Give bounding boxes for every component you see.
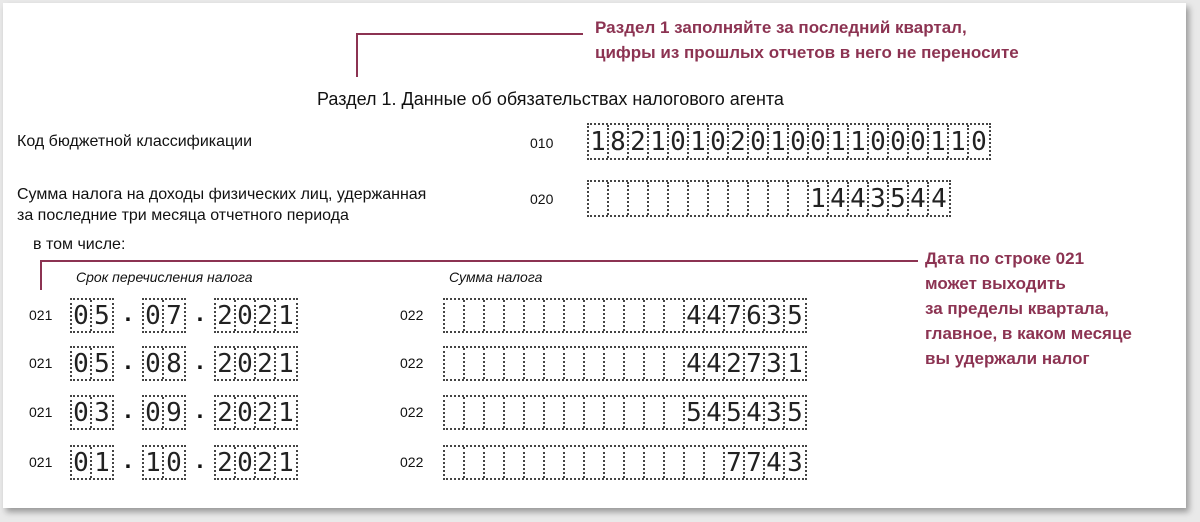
date-day-group — [70, 395, 114, 430]
digit-cell — [445, 300, 465, 331]
digit-cell: 0 — [709, 125, 729, 158]
digit-cell: 0 — [909, 125, 929, 158]
digit-cell — [665, 348, 685, 379]
amount-line-code: 022 — [400, 404, 424, 420]
digit-cell: 2 — [256, 348, 276, 379]
date-month-group — [142, 395, 186, 430]
digit-cell: 3 — [765, 348, 785, 379]
digit-cell — [465, 348, 485, 379]
digit-cell: 0 — [236, 397, 256, 428]
digit-cell: 0 — [236, 348, 256, 379]
digit-cell — [565, 397, 585, 428]
digit-cell — [485, 348, 505, 379]
digit-cell — [465, 300, 485, 331]
digit-cell — [485, 447, 505, 478]
callout-top — [595, 15, 1019, 65]
digit-cell: 0 — [236, 447, 256, 478]
digit-cell: 2 — [256, 447, 276, 478]
digit-cell: 0 — [166, 447, 182, 478]
digit-cell: 4 — [705, 300, 725, 331]
digit-cell: 5 — [889, 182, 909, 215]
date-day-group — [70, 445, 114, 480]
digit-cell: 0 — [971, 126, 987, 157]
digit-cell: 3 — [787, 447, 803, 478]
kbk-label: Код бюджетной классификации — [17, 133, 253, 150]
digit-cell: 4 — [685, 300, 705, 331]
digit-cell — [605, 348, 625, 379]
amount-digit-group — [443, 395, 807, 430]
digit-cell: 1 — [278, 300, 294, 331]
digit-cell: 1 — [94, 447, 110, 478]
digit-cell — [625, 300, 645, 331]
digit-cell: 2 — [629, 125, 649, 158]
digit-cell — [505, 447, 525, 478]
digit-cell — [545, 397, 565, 428]
digit-cell — [465, 397, 485, 428]
kbk-line-code: 010 — [530, 135, 554, 151]
digit-cell: 5 — [787, 397, 803, 428]
kbk-digit-group — [587, 123, 991, 160]
date-line-code: 021 — [29, 307, 53, 323]
digit-cell: 4 — [705, 348, 725, 379]
date-year-group — [214, 298, 298, 333]
digit-cell: 5 — [787, 300, 803, 331]
digit-cell: 2 — [256, 300, 276, 331]
digit-cell: 1 — [929, 125, 949, 158]
digit-cell: 1 — [769, 125, 789, 158]
digit-cell — [625, 447, 645, 478]
digit-cell — [565, 447, 585, 478]
callout-right — [925, 246, 1132, 371]
tax-withheld-cells — [587, 180, 951, 217]
digit-cell — [505, 348, 525, 379]
digit-cell: 1 — [278, 447, 294, 478]
digit-cell: 3 — [765, 397, 785, 428]
digit-cell: 5 — [685, 397, 705, 428]
digit-cell: 2 — [729, 125, 749, 158]
payment-amount-field — [443, 298, 807, 333]
tax-withheld-label-line-2: за последние три месяца отчетного периода — [17, 207, 349, 224]
digit-cell — [525, 447, 545, 478]
payment-date-field — [70, 445, 298, 480]
digit-cell: 6 — [745, 300, 765, 331]
digit-cell: 3 — [94, 397, 110, 428]
date-separator-dot: . — [196, 446, 204, 474]
digit-cell — [485, 300, 505, 331]
digit-cell: 4 — [705, 397, 725, 428]
digit-cell — [585, 300, 605, 331]
date-separator-dot: . — [124, 446, 132, 474]
digit-cell — [645, 300, 665, 331]
digit-cell — [545, 447, 565, 478]
digit-cell: 0 — [72, 300, 92, 331]
amount-column-header: Сумма налога — [449, 269, 543, 285]
digit-cell: 2 — [216, 348, 236, 379]
digit-cell: 0 — [749, 125, 769, 158]
digit-cell — [465, 447, 485, 478]
digit-cell: 2 — [725, 348, 745, 379]
digit-cell — [629, 182, 649, 215]
payment-date-field — [70, 395, 298, 430]
digit-cell: 5 — [94, 300, 110, 331]
date-separator-dot: . — [196, 347, 204, 375]
callout-right-leader-h — [40, 260, 918, 262]
amount-line-code: 022 — [400, 454, 424, 470]
digit-cell: 1 — [849, 125, 869, 158]
digit-cell: 4 — [829, 182, 849, 215]
digit-cell — [585, 447, 605, 478]
digit-cell: 2 — [256, 397, 276, 428]
date-month-group — [142, 298, 186, 333]
digit-cell: 0 — [789, 125, 809, 158]
including-label: в том числе: — [33, 236, 126, 253]
digit-cell — [689, 182, 709, 215]
digit-cell — [585, 348, 605, 379]
digit-cell: 7 — [745, 447, 765, 478]
date-column-header: Срок перечисления налога — [76, 269, 253, 285]
date-month-group — [142, 346, 186, 381]
digit-cell — [685, 447, 705, 478]
digit-cell: 4 — [685, 348, 705, 379]
digit-cell — [645, 447, 665, 478]
digit-cell: 3 — [765, 300, 785, 331]
digit-cell — [705, 447, 725, 478]
callout-right-leader-v — [40, 260, 42, 290]
digit-cell: 1 — [649, 125, 669, 158]
digit-cell: 7 — [725, 300, 745, 331]
digit-cell: 1 — [949, 125, 969, 158]
digit-cell: 4 — [745, 397, 765, 428]
digit-cell — [789, 182, 809, 215]
digit-cell — [525, 348, 545, 379]
date-year-group — [214, 346, 298, 381]
digit-cell — [445, 447, 465, 478]
digit-cell — [589, 182, 609, 215]
digit-cell: 0 — [889, 125, 909, 158]
payment-date-field — [70, 346, 298, 381]
digit-cell: 0 — [869, 125, 889, 158]
section-title: Раздел 1. Данные об обязательствах налогового агента — [317, 89, 784, 109]
digit-cell: 1 — [689, 125, 709, 158]
digit-cell — [525, 300, 545, 331]
amount-line-code: 022 — [400, 355, 424, 371]
digit-cell — [729, 182, 749, 215]
date-year-group — [214, 395, 298, 430]
form-sheet — [3, 3, 1186, 508]
callout-right-line-1: Дата по строке 021 — [925, 249, 1085, 268]
digit-cell — [445, 397, 465, 428]
digit-cell — [665, 447, 685, 478]
digit-cell: 5 — [94, 348, 110, 379]
digit-cell — [445, 348, 465, 379]
digit-cell — [749, 182, 769, 215]
digit-cell: 2 — [216, 300, 236, 331]
date-line-code: 021 — [29, 454, 53, 470]
callout-right-line-2: может выходить — [925, 274, 1066, 293]
digit-cell — [585, 397, 605, 428]
digit-cell — [709, 182, 729, 215]
digit-cell: 0 — [144, 397, 164, 428]
date-year-group — [214, 445, 298, 480]
digit-cell — [645, 348, 665, 379]
digit-cell — [565, 300, 585, 331]
tax-withheld-label — [17, 184, 426, 226]
digit-cell: 0 — [72, 397, 92, 428]
callout-right-line-4: главное, в каком месяце — [925, 324, 1132, 343]
digit-cell: 7 — [725, 447, 745, 478]
digit-cell — [769, 182, 789, 215]
digit-cell: 5 — [725, 397, 745, 428]
amount-line-code: 022 — [400, 307, 424, 323]
tax-withheld-line-code: 020 — [530, 191, 554, 207]
digit-cell — [565, 348, 585, 379]
amount-digit-group — [443, 346, 807, 381]
callout-right-line-5: вы удержали налог — [925, 349, 1090, 368]
digit-cell: 0 — [809, 125, 829, 158]
date-separator-dot: . — [196, 396, 204, 424]
digit-cell: 4 — [909, 182, 929, 215]
callout-right-line-3: за пределы квартала, — [925, 299, 1109, 318]
digit-cell — [625, 397, 645, 428]
date-line-code: 021 — [29, 355, 53, 371]
digit-cell: 8 — [166, 348, 182, 379]
digit-cell — [665, 300, 685, 331]
digit-cell: 2 — [216, 447, 236, 478]
digit-cell — [485, 397, 505, 428]
callout-top-leader-h — [356, 33, 583, 35]
digit-cell: 0 — [144, 300, 164, 331]
digit-cell: 1 — [809, 182, 829, 215]
digit-cell: 0 — [72, 447, 92, 478]
digit-cell: 4 — [931, 183, 947, 214]
digit-cell: 1 — [589, 125, 609, 158]
digit-cell: 1 — [278, 397, 294, 428]
digit-cell: 4 — [765, 447, 785, 478]
amount-digit-group — [443, 445, 807, 480]
digit-cell — [669, 182, 689, 215]
date-separator-dot: . — [124, 396, 132, 424]
digit-cell — [505, 300, 525, 331]
digit-cell: 4 — [849, 182, 869, 215]
payment-amount-field — [443, 346, 807, 381]
digit-cell — [525, 397, 545, 428]
date-separator-dot: . — [124, 347, 132, 375]
digit-cell: 0 — [669, 125, 689, 158]
digit-cell: 0 — [144, 348, 164, 379]
digit-cell: 3 — [869, 182, 889, 215]
digit-cell: 1 — [278, 348, 294, 379]
digit-cell — [605, 447, 625, 478]
date-day-group — [70, 346, 114, 381]
digit-cell — [505, 397, 525, 428]
callout-top-line-2: цифры из прошлых отчетов в него не переносите — [595, 43, 1019, 62]
digit-cell — [625, 348, 645, 379]
digit-cell: 7 — [166, 300, 182, 331]
payment-amount-field — [443, 445, 807, 480]
date-day-group — [70, 298, 114, 333]
payment-amount-field — [443, 395, 807, 430]
kbk-cells — [587, 123, 991, 160]
digit-cell — [649, 182, 669, 215]
digit-cell: 1 — [787, 348, 803, 379]
digit-cell: 0 — [236, 300, 256, 331]
tax-withheld-digit-group — [587, 180, 951, 217]
digit-cell: 1 — [144, 447, 164, 478]
digit-cell — [545, 348, 565, 379]
digit-cell: 9 — [166, 397, 182, 428]
digit-cell: 2 — [216, 397, 236, 428]
digit-cell: 8 — [609, 125, 629, 158]
callout-top-leader-v — [356, 33, 358, 77]
date-separator-dot: . — [124, 299, 132, 327]
callout-top-line-1: Раздел 1 заполняйте за последний квартал, — [595, 18, 967, 37]
digit-cell — [605, 397, 625, 428]
digit-cell — [609, 182, 629, 215]
tax-withheld-label-line-1: Сумма налога на доходы физических лиц, удержанная — [17, 186, 427, 203]
digit-cell — [545, 300, 565, 331]
digit-cell: 7 — [745, 348, 765, 379]
digit-cell: 1 — [829, 125, 849, 158]
date-month-group — [142, 445, 186, 480]
digit-cell: 0 — [72, 348, 92, 379]
amount-digit-group — [443, 298, 807, 333]
digit-cell — [645, 397, 665, 428]
digit-cell — [605, 300, 625, 331]
date-line-code: 021 — [29, 404, 53, 420]
date-separator-dot: . — [196, 299, 204, 327]
digit-cell — [665, 397, 685, 428]
payment-date-field — [70, 298, 298, 333]
